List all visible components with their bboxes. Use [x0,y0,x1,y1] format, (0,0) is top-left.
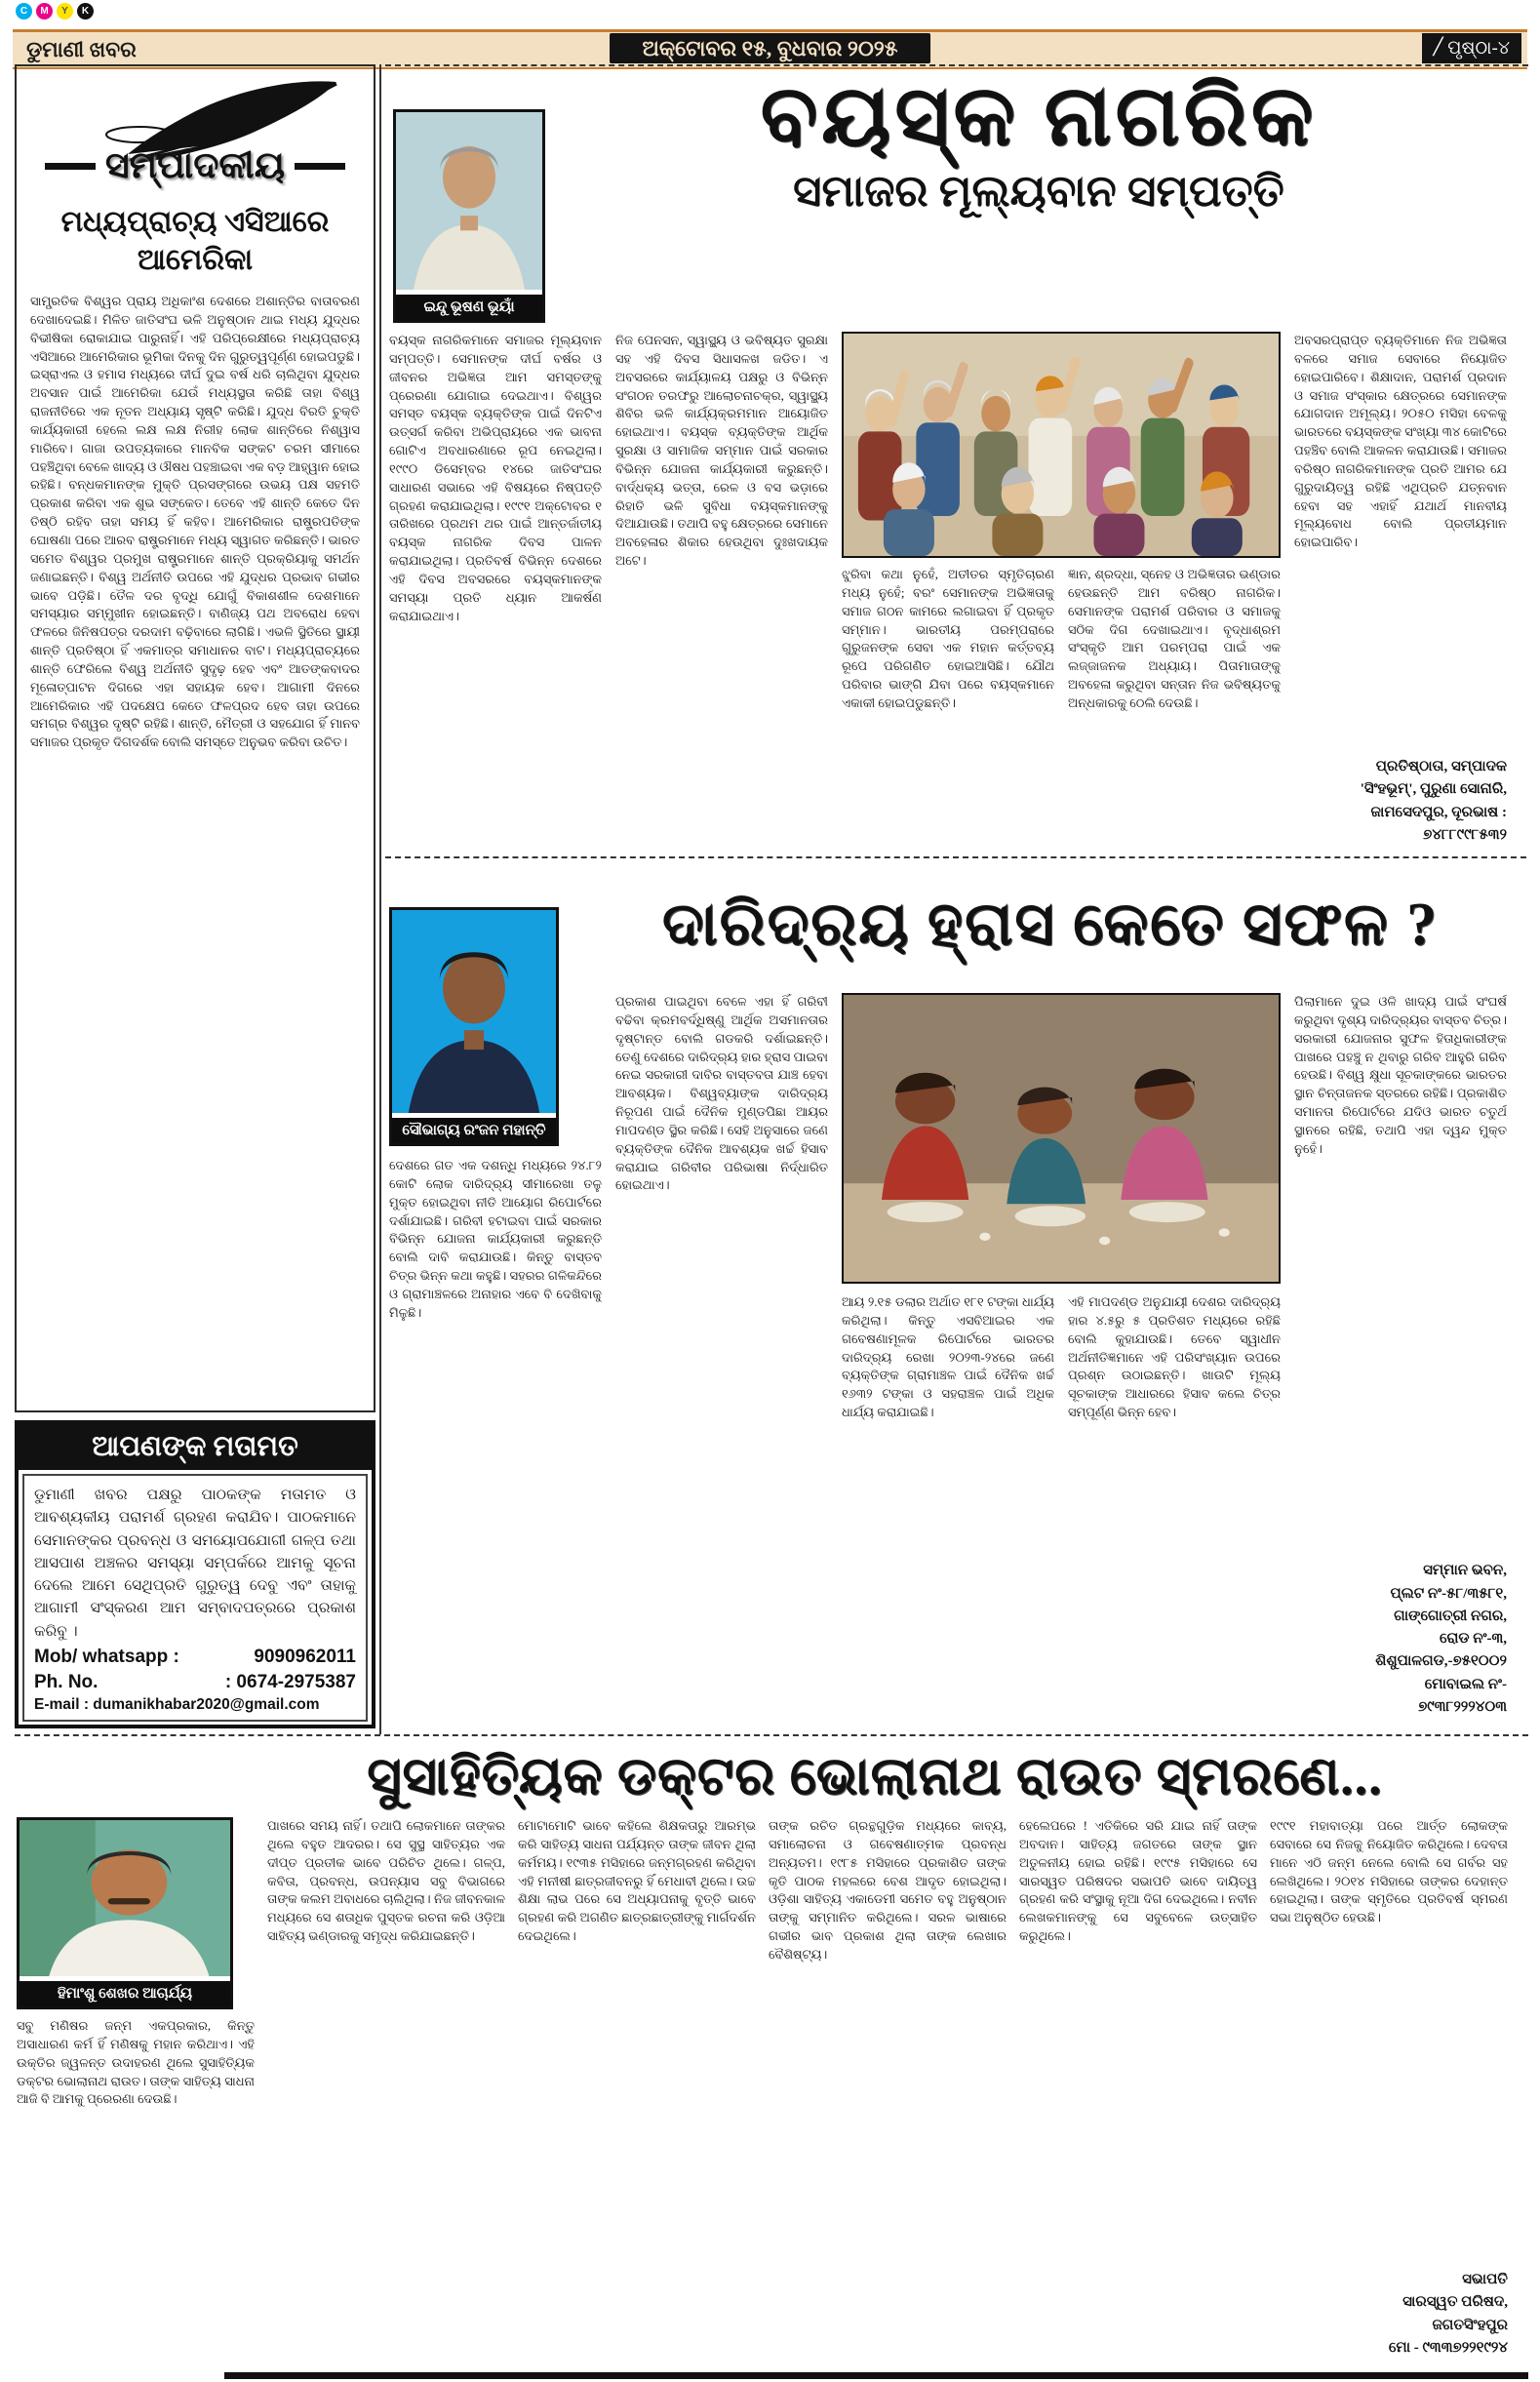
cmyk-registration-marks [16,3,94,20]
article-memorial [15,1734,1528,2374]
contact-email-row [34,1696,356,1714]
article1-column-4: ଜ୍ଞାନ, ଶ୍ରଦ୍ଧା, ସ୍ନେହ ଓ ଅଭିଜ୍ଞତାର ଭଣ୍ଡାର ହେଉଛନ୍ତି ଆମ ବରିଷ୍ଠ ନାଗରିକ। ସେମାନଙ୍କ ପରାମର୍ଶ ପରିବାର ଓ ସମାଜକୁ ସଠିକ ଦିଗ ଦେଖାଇଥାଏ। ବୃଦ୍ଧାଶ୍ରମ ସଂସ୍କୃତି ଆମ ପରମ୍ପରା ପାଇଁ ଏକ ଲଜ୍ଜାଜନକ ଅଧ୍ୟାୟ। ପିତାମାତାଙ୍କୁ ଅବହେଳା କରୁଥିବା ସନ୍ତାନ ନିଜ ଭବିଷ୍ୟତକୁ ଅନ୍ଧକାରକୁ ଠେଲି ଦେଉଛି। [1068,567,1281,710]
date-box: ଅକ୍ଟୋବର ୧୫, ବୁଧବାର ୨୦୨୫ [610,33,931,63]
article1-last-column [1294,332,1507,847]
article3-signature [1270,2269,1508,2360]
article2-author-byline: ସୌଭାଗ୍ୟ ରଂଜନ ମହାନ୍ତି [392,1118,556,1143]
article3-headline: ସୁସାହିତ୍ୟିକ ଡକ୍ଟର ଭୋଲାନାଥ ରାଉତ ସ୍ମରଣେ... [367,1747,1383,1806]
article1-headline-line2: ସମାଜର ମୂଲ୍ୟବାନ ସମ୍ପତ୍ତି [793,167,1284,217]
article2-headline: ଦାରିଦ୍ର୍ୟ ହ୍ରାସ କେତେ ସଫଳ ? [661,891,1440,958]
article3-last-column [1270,1817,1508,2360]
article1-middle-block [842,332,1281,847]
signature-line: ସାରସ୍ୱତ ପରିଷଦ, [1402,2294,1508,2311]
opinion-body: ଡୁମାଣୀ ଖବର ପକ୍ଷରୁ ପାଠକଙ୍କ ମତାମତ ଓ ଆବଶ୍ୟକୀୟ ପରାମର୍ଶ ଗ୍ରହଣ କରାଯିବ। ପାଠକମାନେ ସେମାନଙ୍କର ପ୍ରବନ୍ଧ ଓ ସମୟୋପଯୋଗୀ ଗଳ୍ପ ତଥା ଆସପାଶ ଅଞ୍ଚଳର ସମସ୍ୟା ସମ୍ପର୍କରେ ଆମକୁ ସୂଚନା ଦେଲେ ଆମେ ସେଥିପ୍ରତି ଗୁରୁତ୍ୱ ଦେବୁ ଏବଂ ତାହାକୁ ଆଗାମୀ ସଂସ୍କରଣ ଆମ ସମ୍ବାଦପତ୍ରରେ ପ୍ରକାଶ କରିବୁ । [34,1487,356,1640]
article3-column-3: ମୋଟାମୋଟି ଭାବେ କହିଲେ ଶିକ୍ଷକତାରୁ ଆରମ୍ଭ କରି ସାହିତ୍ୟ ସାଧନା ପର୍ଯ୍ୟନ୍ତ ତାଙ୍କ ଜୀବନ ଥିଲା କର୍ମମୟ। ୧୯୩୫ ମସିହାରେ ଜନ୍ମଗ୍ରହଣ କରିଥିବା ଏହି ମନୀଷୀ ଛାତ୍ରଜୀବନରୁ ହିଁ ମେଧାବୀ ଥିଲେ। ଉଚ୍ଚ ଶିକ୍ଷା ଲାଭ ପରେ ସେ ଅଧ୍ୟାପନାକୁ ବୃତ୍ତି ଭାବେ ଗ୍ରହଣ କରି ଅଗଣିତ ଛାତ୍ରଛାତ୍ରୀଙ୍କୁ ମାର୍ଗଦର୍ଶନ ଦେଇଥିଲେ। [518,1818,756,1944]
dash-decoration [45,163,96,170]
signature-line: 'ସିଂହଭୂମ୍', ପୁରୁଣା ସୋନାରି, [1360,781,1507,798]
slash-decoration: / [1433,29,1442,62]
signature-line: ୭୪୮୮୯୯୮୫୩୨ [1423,826,1507,843]
contact-mobile-row [34,1647,356,1668]
article3-author-byline: ହିମାଂଶୁ ଶେଖର ଆଚାର୍ଯ୍ୟ [20,1981,230,2006]
page-bottom-rule [224,2372,1528,2379]
article3-first-column [17,1817,255,2360]
article1-middle-columns [842,566,1281,843]
cmyk-yellow-icon: Y [57,3,73,20]
article3-author-photo [17,1817,233,2009]
article3-column-1: ସବୁ ମଣିଷର ଜନ୍ମ ଏକପ୍ରକାର, କିନ୍ତୁ ଅସାଧାରଣ କର୍ମ ହିଁ ମଣିଷକୁ ମହାନ କରିଥାଏ। ଏହି ଉକ୍ତିର ଜ୍ୱଳନ୍ତ ଉଦାହରଣ ଥିଲେ ସୁସାହିତ୍ୟିକ ଡକ୍ଟର ଭୋଲାନାଥ ରାଉତ। ତାଙ୍କ ସାହିତ୍ୟ ସାଧନା ଆଜି ବି ଆମକୁ ପ୍ରେରଣା ଦେଉଛି। [17,2018,255,2107]
article2-column-2: ପ୍ରକାଶ ପାଇଥିବା ବେଳେ ଏହା ହିଁ ଗରିବୀ ବଢିବା କ୍ରମବର୍ଦ୍ଧିଷ୍ଣୁ ଆର୍ଥିକ ଅସମାନତାର ଦୃଷ୍ଟାନ୍ତ ବୋଲି ଗଡକରି ଦର୍ଶାଇଛନ୍ତି। ତେଣୁ ଦେଶରେ ଦାରିଦ୍ର୍ୟ ହାର ହ୍ରାସ ପାଇବା ନେଇ ସରକାରୀ ଦାବିର ବାସ୍ତବତା ଯାଞ୍ଚ ହେବା ଆବଶ୍ୟକ। ବିଶ୍ୱବ୍ୟାଙ୍କ ଦାରିଦ୍ର୍ୟ ନିରୂପଣ ପାଇଁ ଦୈନିକ ମୁଣ୍ଡପିଛା ଆୟର ମାପଦଣ୍ଡ ସ୍ଥିର କରିଛି। ସେହି ଅନୁସାରେ ଜଣେ ବ୍ୟକ୍ତିଙ୍କ ଦୈନିକ ଆବଶ୍ୟକ ଖର୍ଚ୍ଚ ହିସାବ କରାଯାଇ ଗରିବୀର ପରିଭାଷା ନିର୍ଦ୍ଧାରିତ ହୋଇଥାଏ। [615,994,828,1193]
editorial-headline: ମଧ୍ୟପ୍ରାଚ୍ୟ ଏସିଆରେ ଆମେରିକା [60,206,330,276]
contact-phone-row [34,1672,356,1693]
author-portrait-icon [396,112,542,290]
article1-signature [1294,756,1507,847]
signature-line: ସମ୍ମାନ ଭବନ, [1423,1563,1507,1579]
cmyk-cyan-icon: C [16,3,32,20]
children-illustration [844,995,1279,1282]
cmyk-magenta-icon: M [36,3,53,20]
article3-column-2: ପାଖରେ ସମୟ ନାହିଁ। ତଥାପି ଲୋକମାନେ ତାଙ୍କର ଥିଲେ ବହୁତ ଆଦରର। ସେ ସୁସ୍ଥ ସାହିତ୍ୟର ଏକ ଦୀପ୍ତ ପ୍ରତୀକ ଭାବେ ପରିଚିତ ଥିଲେ। ଗଳ୍ପ, କବିତା, ପ୍ରବନ୍ଧ, ଉପନ୍ୟାସ ସବୁ ବିଭାଗରେ ତାଙ୍କ କଲମ ଅବାଧରେ ଚାଲିଥିଲା। ନିଜ ଜୀବନକାଳ ମଧ୍ୟରେ ସେ ଶତାଧିକ ପୁସ୍ତକ ରଚନା କରି ଓଡ଼ିଆ ସାହିତ୍ୟ ଭଣ୍ଡାରକୁ ସମୃଦ୍ଧ କରିଯାଇଛନ୍ତି। [267,1818,505,1944]
article1-column-1: ବୟସ୍କ ନାଗରିକମାନେ ସମାଜର ମୂଲ୍ୟବାନ ସମ୍ପତ୍ତି। ସେମାନଙ୍କ ଦୀର୍ଘ ବର୍ଷର ଓ ଜୀବନର ଅଭିଜ୍ଞତା ଆମ ସମସ୍ତଙ୍କୁ ପ୍ରେରଣା ଯୋଗାଇ ଦେଇଥାଏ। ବିଶ୍ୱର ସମସ୍ତ ବୟସ୍କ ବ୍ୟକ୍ତିଙ୍କ ପାଇଁ ଦିନଟିଏ ଉତ୍ସର୍ଗ କରିବା ଅଭିପ୍ରାୟରେ ଏକ ଭାବନା ଗୋଟିଏ ଅବଧାରଣାରେ ରୂପ ନେଇଥିଲା। ୧୯୯୦ ଡିସେମ୍ବର ୧୪ରେ ଜାତିସଂଘର ସାଧାରଣ ସଭାରେ ଏହି ବିଷୟରେ ନିଷ୍ପତ୍ତି ଗ୍ରହଣ କରାଯାଇଥିଲା। ୧୯୯୧ ଅକ୍ଟୋବର ୧ ତାରିଖରେ ପ୍ରଥମ ଥର ପାଇଁ ଆନ୍ତର୍ଜାତୀୟ ବୟସ୍କ ନାଗରିକ ଦିବସ ପାଳନ କରାଯାଇଥିଲା। ପ୍ରତିବର୍ଷ ବିଭିନ୍ନ ଦେଶରେ ଏହି ଦିବସ ଅବସରରେ ବୟସ୍କମାନଙ୍କ ସମସ୍ୟା ପ୍ରତି ଧ୍ୟାନ ଆକର୍ଷଣ କରାଯାଇଥାଏ। [389,333,602,623]
signature-line: ଗାଙ୍ଗୋତ୍ରୀ ନଗର, [1394,1608,1507,1624]
article1-author-byline: ଇନ୍ଦୁ ଭୂଷଣ ଭୂୟାଁ [396,295,542,320]
page-number-box [1422,29,1521,63]
article-poverty [385,862,1528,1732]
editorial-masthead [30,144,360,187]
signature-line: ମୋବାଇଲ ନଂ- [1424,1676,1507,1692]
mobile-label: Mob/ whatsapp : [34,1646,179,1667]
editorial-box [15,64,375,1412]
signature-line: ଜଗତସିଂହପୁର [1432,2317,1508,2333]
opinion-box [15,1420,375,1728]
cmyk-black-icon: K [77,3,94,20]
signature-line: ମୋ - ୯୩୩୭୨୨୧୯୨୪ [1388,2339,1508,2356]
dash-decoration [295,163,345,170]
article2-signature [1294,1560,1507,1719]
opinion-title: ଆପଣଙ୍କ ମତାମତ [19,1424,372,1470]
signature-line: ଶିଶୁପାଳଗଡ,-୭୫୧୦୦୨ [1375,1653,1507,1670]
editorial-body: ସାମ୍ପ୍ରତିକ ବିଶ୍ୱର ପ୍ରାୟ ଅଧିକାଂଶ ଦେଶରେ ଅଶାନ୍ତିର ବାତାବରଣ ଦେଖାଦେଇଛି। ମିଳିତ ଜାତିସଂଘ ଭଳି ଅନୁଷ୍ଠାନ ଥାଇ ମଧ୍ୟ ଯୁଦ୍ଧର ବିଭୀଷିକା ରୋକାଯାଇ ପାରୁନାହିଁ। ଏହି ପରିପ୍ରେକ୍ଷୀରେ ମଧ୍ୟପ୍ରାଚ୍ୟ ଏସିଆରେ ଆମେରିକାର ଭୂମିକା ଦିନକୁ ଦିନ ଗୁରୁତ୍ୱପୂର୍ଣ୍ଣ ହୋଇପଡୁଛି। ଇସ୍ରାଏଲ ଓ ହମାସ ମଧ୍ୟରେ ଦୀର୍ଘ ଦୁଇ ବର୍ଷ ଧରି ଚାଲିଥିବା ଯୁଦ୍ଧର ଅବସାନ ପାଇଁ ଆମେରିକା ଯେଉଁ ମଧ୍ୟସ୍ଥତା କରିଛି ତାହା ବିଶ୍ୱ ରାଜନୀତିରେ ଏକ ନୂତନ ଅଧ୍ୟାୟ ସୃଷ୍ଟି କରିଛି। ଯୁଦ୍ଧ ବିରତି ଚୁକ୍ତି କାର୍ଯ୍ୟକାରୀ ହେଲେ ଲକ୍ଷ ଲକ୍ଷ ନିରୀହ ଲୋକ ଶାନ୍ତିରେ ନିଶ୍ୱାସ ମାରିବେ। ଗାଜା ଉପତ୍ୟକାରେ ମାନବିକ ସଙ୍କଟ ଚରମ ସୀମାରେ ପହଞ୍ଚିଥିବା ବେଳେ ଖାଦ୍ୟ ଓ ଔଷଧ ପହଞ୍ଚାଇବା ଏକ ବଡ଼ ଆହ୍ୱାନ ହୋଇ ରହିଛି। ବନ୍ଧକମାନଙ୍କ ମୁକ୍ତି ପ୍ରସଙ୍ଗରେ ଉଭୟ ପକ୍ଷ ସହମତି ପ୍ରକାଶ କରିବା ଏକ ଶୁଭ ସଙ୍କେତ। ତେବେ ଏହି ଶାନ୍ତି କେତେ ଦିନ ତିଷ୍ଠି ରହିବ ତାହା ସମୟ ହିଁ କହିବ। ଆମେରିକାର ରାଷ୍ଟ୍ରପତିଙ୍କ ଘୋଷଣା ପରେ ଆରବ ରାଷ୍ଟ୍ରମାନେ ମଧ୍ୟ ସ୍ୱାଗତ କରିଛନ୍ତି। ଭାରତ ସମେତ ବିଶ୍ୱର ପ୍ରମୁଖ ରାଷ୍ଟ୍ରମାନେ ଶାନ୍ତି ପ୍ରକ୍ରିୟାକୁ ସମର୍ଥନ ଜଣାଇଛନ୍ତି। ବିଶ୍ୱ ଅର୍ଥନୀତି ଉପରେ ଏହି ଯୁଦ୍ଧର ପ୍ରଭାବ ଗଭୀର ଭାବେ ପଡ଼ିଛି। ତୈଳ ଦର ବୃଦ୍ଧି ଯୋଗୁଁ ବିକାଶଶୀଳ ଦେଶମାନେ ସମସ୍ୟାର ସମ୍ମୁଖୀନ ହୋଇଛନ୍ତି। ବାଣିଜ୍ୟ ପଥ ଅବରୋଧ ହେବା ଫଳରେ ଜିନିଷପତ୍ର ଦରଦାମ ବଢ଼ିବାରେ ଲାଗିଛି। ଏଭଳି ସ୍ଥିତିରେ ସ୍ଥାୟୀ ଶାନ୍ତି ପ୍ରତିଷ୍ଠା ହିଁ ଏକମାତ୍ର ସମାଧାନର ବାଟ। ମଧ୍ୟପ୍ରାଚ୍ୟରେ ଶାନ୍ତି ଫେରିଲେ ବିଶ୍ୱ ଅର୍ଥନୀତି ସୁଦୃଢ଼ ହେବ ଏବଂ ଆତଙ୍କବାଦର ମୂଳୋତ୍ପାଟନ ଦିଗରେ ଏହା ସହାୟକ ହେବ। ଆଗାମୀ ଦିନରେ ଆମେରିକାର ଏହି ପଦକ୍ଷେପ କେତେ ଫଳପ୍ରଦ ହେବ ତାହା ଉପରେ ସମଗ୍ର ବିଶ୍ୱର ଦୃଷ୍ଟି ରହିଛି। ଶାନ୍ତି, ମୈତ୍ରୀ ଓ ସହଯୋଗ ହିଁ ମାନବ ସମାଜର ପ୍ରକୃତ ଦିଗଦର୍ଶକ ବୋଲି ସମସ୍ତେ ଅନୁଭବ କରିବା ଉଚିତ। [30,294,360,750]
section-divider-dashed [385,856,1526,858]
article1-column-5: ଅବସରପ୍ରାପ୍ତ ବ୍ୟକ୍ତିମାନେ ନିଜ ଅଭିଜ୍ଞତା ବଳରେ ସମାଜ ସେବାରେ ନିୟୋଜିତ ହୋଇପାରିବେ। ଶିକ୍ଷାଦାନ, ପରାମର୍ଶ ପ୍ରଦାନ ଓ ସମାଜ ସଂସ୍କାର କ୍ଷେତ୍ରରେ ସେମାନଙ୍କ ଯୋଗଦାନ ଅମୂଲ୍ୟ। ୨୦୫୦ ମସିହା ବେଳକୁ ଭାରତରେ ବୟସ୍କଙ୍କ ସଂଖ୍ୟା ୩୪ କୋଟିରେ ପହଞ୍ଚିବ ବୋଲି ଆକଳନ କରାଯାଉଛି। ସମାଜର ବରିଷ୍ଠ ନାଗରିକମାନଙ୍କ ପ୍ରତି ଆମର ଯେ ଗୁରୁଦାୟିତ୍ୱ ରହିଛି ଏଥିପ୍ରତି ଯତ୍ନବାନ ହେବା ସହ ଏହାହିଁ ଯଥାର୍ଥ ମାନବୀୟ ମୂଲ୍ୟବୋଧ ବୋଲି ପ୍ରତୀୟମାନ ହୋଇପାରିବ। [1294,333,1507,550]
author-portrait-icon [20,1820,230,1976]
mobile-value: 9090962011 [254,1646,356,1667]
signature-line: ପ୍ରତିଷ୍ଠାତା, ସମ୍ପାଦକ [1375,759,1507,774]
email-label: E-mail : [34,1695,89,1713]
signature-line: ସଭାପତି [1462,2272,1508,2287]
article2-column-1: ଦେଶରେ ଗତ ଏକ ଦଶନ୍ଧି ମଧ୍ୟରେ ୨୪.୮୨ କୋଟି ଲୋକ ଦାରିଦ୍ର୍ୟ ସୀମାରେଖା ତଳୁ ମୁକ୍ତ ହୋଇଥିବା ନୀତି ଆୟୋଗ ରିପୋର୍ଟରେ ଦର୍ଶାଯାଇଛି। ଗରିବୀ ହଟାଇବା ପାଇଁ ସରକାର ବିଭିନ୍ନ ଯୋଜନା କାର୍ଯ୍ୟକାରୀ କରୁଛନ୍ତି ବୋଲି ଦାବି କରାଯାଉଛି। କିନ୍ତୁ ବାସ୍ତବ ଚିତ୍ର ଭିନ୍ନ କଥା କହୁଛି। ସହରର ଗଳିକନ୍ଦିରେ ଓ ଗ୍ରାମାଞ୍ଚଳରେ ଅନାହାର ଏବେ ବି ଦେଖିବାକୁ ମିଳୁଛି। [389,1158,602,1320]
opinion-body-frame [22,1474,368,1722]
children-photo [842,993,1281,1284]
signature-line: ରୋଡ ନଂ-୩, [1439,1631,1507,1647]
article2-column-4: ଏହି ମାପଦଣ୍ଡ ଅନୁଯାୟୀ ଦେଶର ଦାରିଦ୍ର୍ୟ ହାର ୪.୫ରୁ ୫ ପ୍ରତିଶତ ମଧ୍ୟରେ ରହିଛି ବୋଲି କୁହାଯାଉଛି। ତେବେ ସ୍ୱାଧୀନ ଅର୍ଥନୀତିଜ୍ଞମାନେ ଏହି ପରିସଂଖ୍ୟାନ ଉପରେ ପ୍ରଶ୍ନ ଉଠାଇଛନ୍ତି। ଖାଉଟି ମୂଲ୍ୟ ସୂଚକାଙ୍କ ଆଧାରରେ ହିସାବ କଲେ ଚିତ୍ର ସମ୍ପୂର୍ଣ୍ଣ ଭିନ୍ନ ହେବ। [1068,1294,1281,1420]
column-divider-rule [379,64,381,1734]
paper-name: ଡୁମାଣୀ ଖବର [26,37,137,61]
article2-last-column [1294,993,1507,1719]
article2-middle-block [842,993,1281,1719]
article3-column-5: ହେଲେପରେ ! ଏତିକିରେ ସରି ଯାଇ ନାହିଁ ତାଙ୍କ ଅବଦାନ। ସାହିତ୍ୟ ଜଗତରେ ତାଙ୍କ ସ୍ଥାନ ଅତୁଳନୀୟ ହୋଇ ରହିଛି। ୧୯୯୫ ମସିହାରେ ସେ ସାରସ୍ୱତ ପରିଷଦର ସଭାପତି ଭାବେ ଦାୟିତ୍ୱ ଗ୍ରହଣ କରି ସଂସ୍ଥାକୁ ନୂଆ ଦିଗ ଦେଇଥିଲେ। ନବୀନ ଲେଖକମାନଙ୍କୁ ସେ ସବୁବେଳେ ଉତ୍ସାହିତ କରୁଥିଲେ। [1019,1818,1257,1944]
article2-author-photo [389,907,559,1146]
elderly-group-photo [842,332,1281,558]
article1-author-photo [393,109,545,323]
article2-column-3: ଆୟ ୨.୧୫ ଡଲାର ଅର୍ଥାତ ୧୮୧ ଟଙ୍କା ଧାର୍ଯ୍ୟ କରିଥିଲା। କିନ୍ତୁ ଏସବିଆଇର ଏକ ଗବେଷଣାମୂଳକ ରିପୋର୍ଟରେ ଭାରତର ଦାରିଦ୍ର୍ୟ ରେଖା ୨୦୨୩-୨୪ରେ ଜଣେ ବ୍ୟକ୍ତିଙ୍କ ଗ୍ରାମାଞ୍ଚଳ ପାଇଁ ଦୈନିକ ଖର୍ଚ୍ଚ ୧୬୩୨ ଟଙ୍କା ଓ ସହରାଞ୍ଚଳ ପାଇଁ ଅଧିକ ଧାର୍ଯ୍ୟ କରାଯାଇଛି। [842,1294,1054,1420]
elderly-crowd-illustration [844,334,1279,556]
editorial-masthead-label: ସମ୍ପାଦକୀୟ [104,145,286,186]
article3-column-6: ୧୯୯୧ ମହାବାତ୍ୟା ପରେ ଆର୍ତ୍ତ ଲୋକଙ୍କ ସେବାରେ ସେ ନିଜକୁ ନିୟୋଜିତ କରିଥିଲେ। ଦେବତା ମାନେ ଏଠି ଜନ୍ମ ନେଲେ ବୋଲି ସେ ଗର୍ବର ସହ ଲେଖିଥିଲେ। ୨୦୧୪ ମସିହାରେ ତାଙ୍କର ଦେହାନ୍ତ ହୋଇଥିଲା। ତାଙ୍କ ସ୍ମୃତିରେ ପ୍ରତିବର୍ଷ ସ୍ମରଣ ସଭା ଅନୁଷ୍ଠିତ ହେଉଛି। [1270,1818,1508,1925]
signature-line: ଜାମସେଦପୁର, ଦୂରଭାଷ : [1370,804,1507,820]
email-value: dumanikhabar2020@gmail.com [93,1695,320,1713]
phone-value: : 0674-2975387 [224,1671,356,1692]
article2-column-5: ପିଲାମାନେ ଦୁଇ ଓଳି ଖାଦ୍ୟ ପାଇଁ ସଂଘର୍ଷ କରୁଥିବା ଦୃଶ୍ୟ ଦାରିଦ୍ର୍ୟର ବାସ୍ତବ ଚିତ୍ର। ସରକାରୀ ଯୋଜନାର ସୁଫଳ ହିତାଧିକାରୀଙ୍କ ପାଖରେ ପହଞ୍ଚୁ ନ ଥିବାରୁ ଗରିବ ଆହୁରି ଗରିବ ହେଉଛି। ବିଶ୍ୱ କ୍ଷୁଧା ସୂଚକାଙ୍କରେ ଭାରତର ସ୍ଥାନ ଚିନ୍ତାଜନକ ସ୍ତରରେ ରହିଛି। ପ୍ରକାଶିତ ସମାନତା ରିପୋର୍ଟରେ ଯଦିଓ ଭାରତ ଚତୁର୍ଥ ସ୍ଥାନରେ ରହିଛି, ତଥାପି ଏହା ଦ୍ୱନ୍ଦ ମୁକ୍ତ ନୁହେଁ। [1294,994,1507,1156]
article3-body [17,1817,1526,2360]
article1-header [389,69,1524,332]
article2-body [389,993,1524,1719]
article3-column-4: ତାଙ୍କ ରଚିତ ଗ୍ରନ୍ଥଗୁଡ଼ିକ ମଧ୍ୟରେ କାବ୍ୟ, ସମାଲୋଚନା ଓ ଗବେଷଣାତ୍ମକ ପ୍ରବନ୍ଧ ଅନ୍ୟତମ। ୧୯୮୫ ମସିହାରେ ପ୍ରକାଶିତ ତାଙ୍କ କୃତି ପାଠକ ମହଲରେ ବେଶ ଆଦୃତ ହୋଇଥିଲା। ଓଡ଼ିଶା ସାହିତ୍ୟ ଏକାଡେମୀ ସମେତ ବହୁ ଅନୁଷ୍ଠାନ ତାଙ୍କୁ ସମ୍ମାନିତ କରିଥିଲେ। ସରଳ ଭାଷାରେ ଗଭୀର ଭାବ ପ୍ରକାଶ ଥିଲା ତାଙ୍କ ଲେଖାର ବୈଶିଷ୍ଟ୍ୟ। [769,1818,1007,1962]
article-senior-citizens [385,64,1528,856]
article1-body [389,332,1524,847]
article1-headline-line1: ବୟସ୍କ ନାଗରିକ [760,69,1318,163]
phone-label: Ph. No. [34,1671,99,1692]
article1-column-2: ନିଜ ପେନସନ, ସ୍ୱାସ୍ଥ୍ୟ ଓ ଭବିଷ୍ୟତ ସୁରକ୍ଷା ସହ ଏହି ଦିବସ ସିଧାସଳଖ ଜଡିତ। ଏ ଅବସରରେ କାର୍ଯ୍ୟାଳୟ ପକ୍ଷରୁ ଓ ବିଭିନ୍ନ ସଂଗଠନ ତରଫରୁ ଆଲୋଚନାଚକ୍ର, ସ୍ୱାସ୍ଥ୍ୟ ଶିବିର ଭଳି କାର୍ଯ୍ୟକ୍ରମମାନ ଆୟୋଜିତ ହୋଇଥାଏ। ବୟସ୍କ ବ୍ୟକ୍ତିଙ୍କ ଆର୍ଥିକ ସୁରକ୍ଷା ଓ ସାମାଜିକ ସମ୍ମାନ ପାଇଁ ସରକାର ବିଭିନ୍ନ ଯୋଜନା କାର୍ଯ୍ୟକାରୀ କରୁଛନ୍ତି। ବାର୍ଦ୍ଧକ୍ୟ ଭତ୍ତା, ରେଳ ଓ ବସ ଭଡ଼ାରେ ରିହାତି ଭଳି ସୁବିଧା ବୟସ୍କମାନଙ୍କୁ ଦିଆଯାଉଛି। ତଥାପି ବହୁ କ୍ଷେତ୍ରରେ ସେମାନେ ଅବହେଳାର ଶିକାର ହେଉଥିବା ଦୁଃଖଦାୟକ ଅଟେ। [615,333,828,569]
page-number: ପୃଷ୍ଠା-୪ [1447,37,1510,59]
masthead-bar [13,29,1527,69]
article1-column-3: ଝୁରିବା କଥା ନୁହେଁ, ଅତୀତର ସ୍ମୃତିଚାରଣ ମଧ୍ୟ ନୁହେଁ; ବରଂ ସେମାନଙ୍କ ଅଭିଜ୍ଞତାକୁ ସମାଜ ଗଠନ କାମରେ ଲଗାଇବା ହିଁ ପ୍ରକୃତ ସମ୍ମାନ। ଭାରତୀୟ ପରମ୍ପରାରେ ଗୁରୁଜନଙ୍କ ସେବା ଏକ ମହାନ କର୍ତ୍ତବ୍ୟ ରୂପେ ପରିଗଣିତ ହୋଇଆସିଛି। ଯୌଥ ପରିବାର ଭାଙ୍ଗି ଯିବା ପରେ ବୟସ୍କମାନେ ଏକାକୀ ହୋଇପଡୁଛନ୍ତି। [842,567,1054,710]
signature-line: ୭୯୩୮୨୨୨୪୦୩ [1418,1698,1507,1715]
author-portrait-icon [392,910,556,1113]
signature-line: ପ୍ଲଟ ନଂ-୫୮/୩୫୮୧, [1390,1585,1507,1602]
article2-middle-columns [842,1293,1281,1719]
